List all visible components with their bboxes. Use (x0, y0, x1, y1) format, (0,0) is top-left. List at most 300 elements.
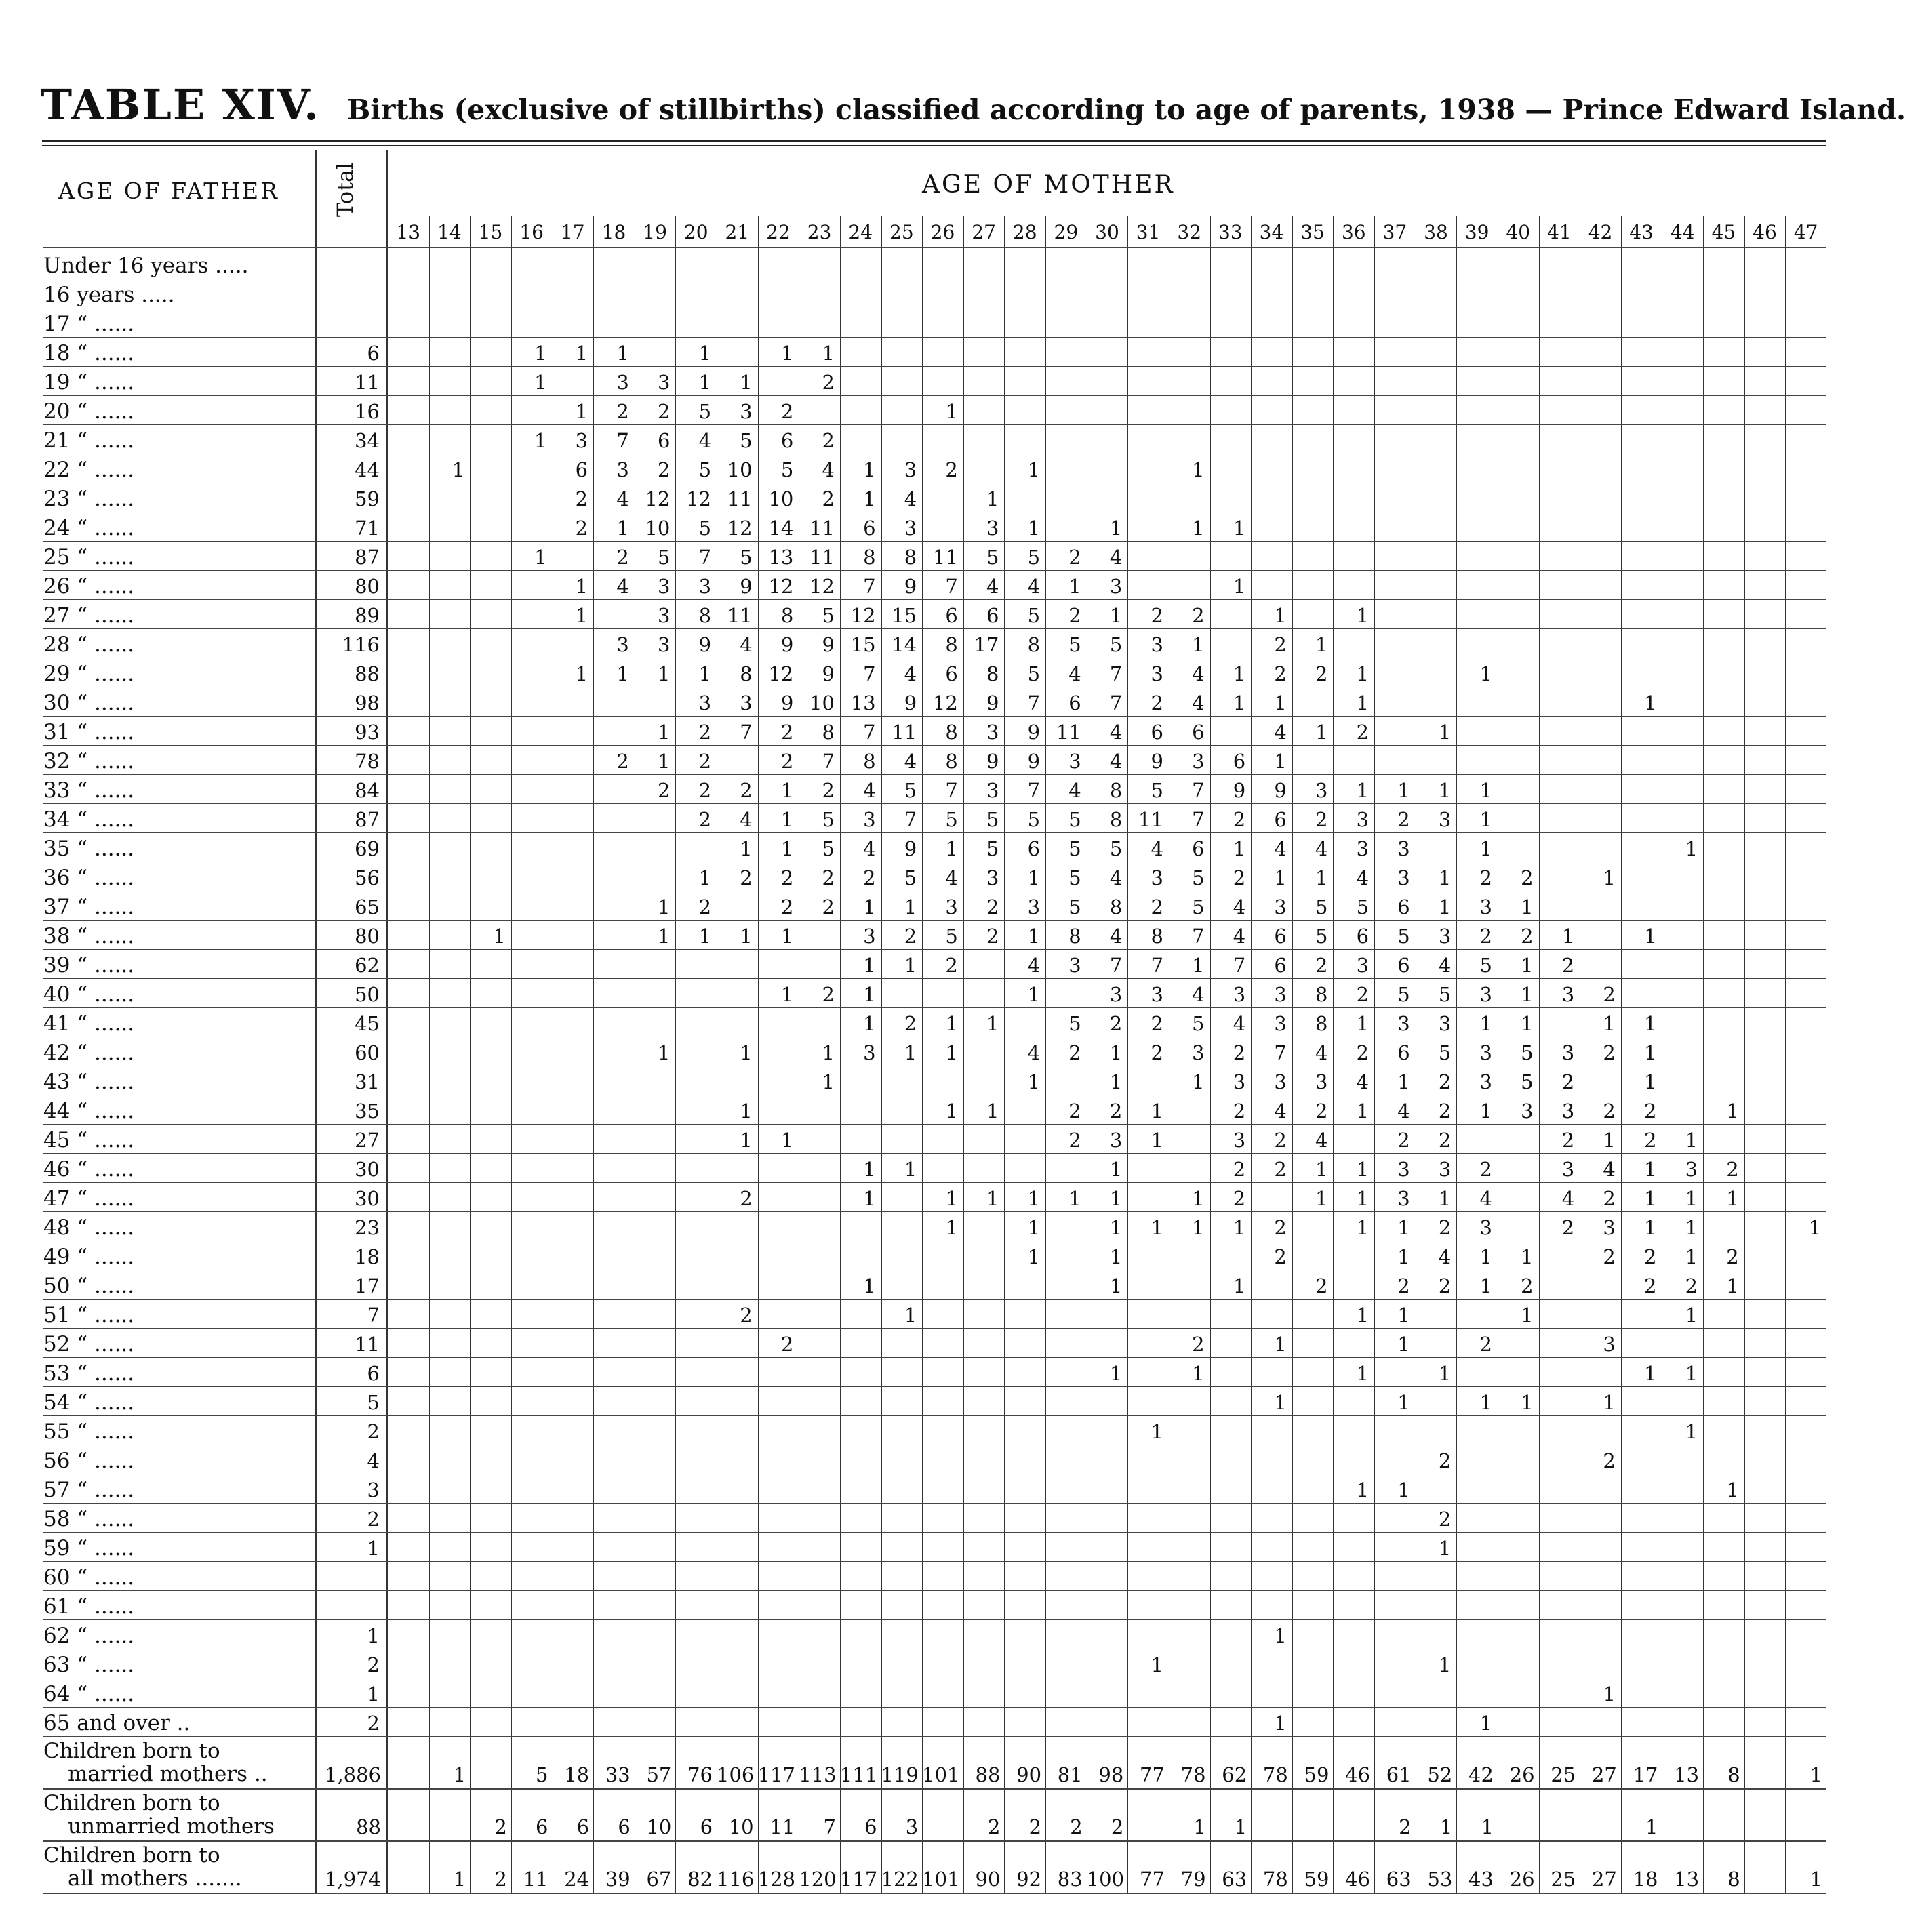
table-cell: 1 (1438, 1362, 1452, 1385)
father-age-label: 38 “ ...... (43, 924, 135, 948)
table-cell: 3 (1603, 1216, 1616, 1239)
table-cell: 8 (863, 546, 876, 569)
table-cell: 1 (534, 371, 547, 394)
father-age-label: 23 “ ...... (43, 487, 135, 511)
table-cell: 7 (1274, 1041, 1287, 1064)
table-cell: 1 (740, 1041, 753, 1064)
table-cell: 2 (740, 1187, 753, 1210)
table-cell: 1 (904, 1304, 917, 1327)
table-cell: 1 (1233, 691, 1246, 715)
table-cell: 5 (1356, 895, 1369, 919)
table-cell: 1 (863, 458, 876, 481)
father-age-label: 55 “ ...... (43, 1420, 135, 1444)
summary-cell: 53 (1427, 1868, 1453, 1891)
table-cell: 2 (822, 487, 835, 510)
table-cell: 1 (1356, 1478, 1369, 1502)
table-cell: 2 (698, 750, 712, 773)
table-cell: 9 (1027, 750, 1041, 773)
table-cell: 4 (822, 458, 835, 481)
table-cell: 1 (1603, 1012, 1616, 1035)
table-cell: 2 (1274, 1245, 1287, 1268)
mother-age-header: 47 (1793, 221, 1818, 243)
table-cell: 1 (1479, 1012, 1492, 1035)
table-cell: 3 (1356, 837, 1369, 860)
column-divider (511, 216, 512, 1893)
summary-cell: 101 (922, 1763, 960, 1786)
summary-cell: 82 (687, 1868, 713, 1891)
row-rule (43, 1007, 1826, 1008)
table-cell: 11 (809, 517, 835, 540)
row-total: 44 (355, 458, 380, 481)
table-cell: 1 (1274, 1624, 1287, 1647)
summary-cell: 1 (1439, 1815, 1453, 1838)
table-cell: 1 (1521, 1391, 1534, 1414)
table-cell: 1 (1192, 517, 1205, 540)
table-cell: 1 (1356, 604, 1369, 627)
row-total: 18 (355, 1245, 380, 1268)
table-cell: 1 (945, 1041, 958, 1064)
table-cell: 1 (1315, 721, 1328, 744)
mother-age-header: 46 (1753, 221, 1777, 243)
table-cell: 2 (1479, 866, 1492, 889)
father-age-label: 51 “ ...... (43, 1303, 135, 1327)
table-cell: 1 (1274, 604, 1287, 627)
table-cell: 7 (1151, 954, 1163, 977)
row-total: 34 (355, 429, 380, 452)
table-cell: 1 (1233, 662, 1246, 685)
table-cell: 1 (740, 1100, 753, 1123)
table-cell: 3 (616, 458, 629, 481)
summary-cell: 25 (1551, 1763, 1576, 1786)
table-cell: 2 (1315, 662, 1328, 685)
table-cell: 1 (575, 342, 588, 365)
father-age-label: 19 “ ...... (43, 370, 135, 395)
summary-cell: 63 (1222, 1868, 1247, 1891)
summary-cell: 61 (1386, 1763, 1412, 1786)
table-cell: 2 (1438, 1100, 1452, 1123)
row-total: 30 (355, 1158, 380, 1181)
summary-label-line2: all mothers ....... (68, 1866, 242, 1891)
table-cell: 8 (1109, 895, 1123, 919)
table-cell: 4 (1109, 546, 1123, 569)
table-cell: 12 (686, 487, 712, 510)
table-cell: 17 (974, 633, 999, 656)
mother-age-header: 36 (1341, 221, 1366, 243)
table-cell: 2 (1561, 1070, 1575, 1093)
row-total: 45 (355, 1012, 380, 1035)
table-cell: 6 (1068, 691, 1081, 715)
table-title (41, 80, 1906, 129)
table-cell: 2 (1274, 1216, 1287, 1239)
mother-age-header: 18 (601, 221, 626, 243)
table-cell: 3 (657, 371, 671, 394)
table-cell: 4 (904, 487, 917, 510)
table-cell: 3 (1438, 1158, 1452, 1181)
mother-age-header: 37 (1382, 221, 1407, 243)
summary-label-line1: Children born to (43, 1739, 220, 1763)
table-cell: 3 (657, 575, 671, 598)
summary-cell: 2 (987, 1815, 1001, 1838)
table-cell: 1 (863, 1012, 876, 1035)
table-cell: 8 (986, 662, 999, 685)
table-cell: 4 (1315, 1129, 1328, 1152)
summary-cell: 76 (687, 1763, 713, 1786)
table-cell: 4 (904, 662, 917, 685)
table-cell: 7 (863, 721, 876, 744)
row-total: 6 (367, 1362, 380, 1385)
table-cell: 1 (575, 604, 588, 627)
table-cell: 3 (1685, 1158, 1698, 1181)
table-cell: 2 (1151, 691, 1163, 715)
table-cell: 10 (768, 487, 794, 510)
table-cell: 5 (1397, 983, 1410, 1006)
mother-age-header: 35 (1300, 221, 1325, 243)
table-cell: 5 (904, 779, 917, 802)
table-cell: 1 (945, 1187, 958, 1210)
table-cell: 2 (1603, 1187, 1616, 1210)
table-cell: 1 (1685, 1216, 1698, 1239)
row-rule (43, 1707, 1826, 1708)
table-cell: 6 (1233, 750, 1246, 773)
summary-cell: 18 (564, 1763, 590, 1786)
summary-cell: 1 (1645, 1815, 1658, 1838)
row-rule (43, 774, 1826, 775)
table-cell: 1 (1151, 1420, 1163, 1443)
table-cell: 2 (1603, 1100, 1616, 1123)
table-cell: 12 (850, 604, 876, 627)
table-cell: 2 (1274, 633, 1287, 656)
table-cell: 9 (780, 633, 794, 656)
table-cell: 8 (904, 546, 917, 569)
table-cell: 2 (1233, 808, 1246, 831)
table-cell: 5 (1068, 633, 1081, 656)
summary-cell: 1 (453, 1868, 466, 1891)
table-cell: 4 (904, 750, 917, 773)
table-cell: 2 (1521, 866, 1534, 889)
table-cell: 6 (1397, 954, 1410, 977)
father-age-label: 27 “ ...... (43, 603, 135, 628)
table-cell: 2 (1438, 1070, 1452, 1093)
row-total: 62 (355, 954, 380, 977)
table-cell: 7 (1109, 954, 1123, 977)
father-age-label: 42 “ ...... (43, 1041, 135, 1065)
table-cell: 1 (1644, 925, 1657, 948)
table-cell: 1 (780, 1129, 794, 1152)
summary-cell: 25 (1551, 1868, 1576, 1891)
row-rule (43, 1532, 1826, 1533)
summary-cell: 1 (453, 1763, 466, 1786)
table-cell: 5 (1192, 1012, 1205, 1035)
table-cell: 3 (740, 400, 753, 423)
table-cell: 4 (1274, 837, 1287, 860)
table-cell: 4 (863, 779, 876, 802)
table-cell: 6 (863, 517, 876, 540)
summary-cell: 1 (1481, 1815, 1494, 1838)
table-cell: 2 (945, 458, 958, 481)
table-cell: 7 (822, 750, 835, 773)
table-cell: 5 (1027, 662, 1041, 685)
table-cell: 1 (657, 1041, 671, 1064)
summary-cell: 1 (1193, 1815, 1206, 1838)
table-cell: 3 (1315, 1070, 1328, 1093)
table-cell: 1 (822, 1041, 835, 1064)
father-age-label: 22 “ ...... (43, 458, 135, 482)
father-age-label: 49 “ ...... (43, 1245, 135, 1269)
table-cell: 13 (850, 691, 876, 715)
table-cell: 1 (1479, 1100, 1492, 1123)
table-cell: 3 (657, 633, 671, 656)
table-cell: 1 (1192, 1070, 1205, 1093)
father-age-label: 50 “ ...... (43, 1274, 135, 1298)
summary-cell: 1 (1809, 1868, 1822, 1891)
table-cell: 6 (1356, 925, 1369, 948)
table-cell: 1 (1521, 954, 1534, 977)
row-total: 93 (355, 721, 380, 744)
table-cell: 5 (1027, 808, 1041, 831)
table-cell: 1 (1109, 1216, 1123, 1239)
table-cell: 5 (986, 837, 999, 860)
table-cell: 1 (1479, 1245, 1492, 1268)
father-age-label: 28 “ ...... (43, 632, 135, 657)
table-cell: 3 (1109, 983, 1123, 1006)
mother-age-header: 41 (1547, 221, 1572, 243)
table-cell: 1 (1356, 1304, 1369, 1327)
row-total: 27 (355, 1129, 380, 1152)
table-cell: 2 (1603, 1449, 1616, 1472)
table-cell: 7 (1109, 662, 1123, 685)
summary-cell: 59 (1304, 1763, 1329, 1786)
summary-rule (43, 1788, 1826, 1790)
table-cell: 4 (1315, 1041, 1328, 1064)
table-cell: 1 (1397, 1245, 1410, 1268)
row-total: 2 (367, 1712, 380, 1735)
table-cell: 3 (1109, 575, 1123, 598)
summary-cell: 43 (1468, 1868, 1494, 1891)
father-age-label: 41 “ ...... (43, 1011, 135, 1036)
table-cell: 1 (863, 983, 876, 1006)
father-age-label: 62 “ ...... (43, 1624, 135, 1648)
column-divider (1744, 216, 1745, 1893)
table-cell: 2 (1068, 1129, 1081, 1152)
table-cell: 1 (1027, 925, 1041, 948)
table-cell: 1 (1397, 1070, 1410, 1093)
table-cell: 3 (698, 691, 712, 715)
column-divider (963, 216, 964, 1893)
table-cell: 5 (1109, 633, 1123, 656)
table-cell: 1 (1109, 1245, 1123, 1268)
table-cell: 1 (1685, 837, 1698, 860)
table-cell: 4 (740, 808, 753, 831)
table-cell: 1 (1521, 895, 1534, 919)
table-cell: 2 (657, 779, 671, 802)
table-cell: 2 (1274, 1158, 1287, 1181)
table-cell: 5 (986, 808, 999, 831)
table-cell: 3 (740, 691, 753, 715)
row-rule (43, 628, 1826, 629)
father-age-label: 29 “ ...... (43, 662, 135, 686)
table-cell: 3 (1151, 983, 1163, 1006)
table-cell: 7 (698, 546, 712, 569)
table-cell: 2 (1233, 1158, 1246, 1181)
table-cell: 15 (892, 604, 917, 627)
father-age-label: Under 16 years ..... (43, 254, 249, 278)
table-cell: 1 (1109, 1274, 1123, 1297)
table-cell: 1 (1397, 779, 1410, 802)
summary-cell: 67 (646, 1868, 672, 1891)
table-cell: 2 (1274, 1129, 1287, 1152)
table-cell: 1 (1356, 1012, 1369, 1035)
father-age-label: 39 “ ...... (43, 953, 135, 978)
summary-cell: 6 (864, 1815, 877, 1838)
table-cell: 1 (740, 1129, 753, 1152)
summary-cell: 39 (605, 1868, 631, 1891)
table-cell: 4 (1561, 1187, 1575, 1210)
father-age-label: 48 “ ...... (43, 1215, 135, 1240)
table-cell: 4 (1109, 750, 1123, 773)
father-age-label: 53 “ ...... (43, 1361, 135, 1386)
summary-cell: 88 (975, 1763, 1001, 1786)
table-cell: 4 (1397, 1100, 1410, 1123)
mother-age-header: 45 (1711, 221, 1736, 243)
table-cell: 8 (863, 750, 876, 773)
row-rule (43, 1124, 1826, 1125)
table-cell: 3 (1438, 808, 1452, 831)
row-rule (43, 337, 1826, 338)
table-cell: 4 (1438, 954, 1452, 977)
table-cell: 3 (1397, 1012, 1410, 1035)
table-cell: 3 (863, 1041, 876, 1064)
table-cell: 7 (1233, 954, 1246, 977)
table-cell: 1 (986, 1012, 999, 1035)
mother-age-header: 14 (437, 221, 462, 243)
table-cell: 5 (698, 517, 712, 540)
summary-cell: 90 (1016, 1763, 1042, 1786)
table-cell: 5 (945, 808, 958, 831)
table-cell: 2 (740, 866, 753, 889)
table-cell: 3 (986, 779, 999, 802)
table-description: Births (exclusive of stillbirths) classified according to age of parents, 1938 — Prince Edward Island. (346, 94, 1906, 126)
table-cell: 1 (1192, 1216, 1205, 1239)
father-age-label: 35 “ ...... (43, 837, 135, 861)
table-cell: 2 (657, 400, 671, 423)
row-rule (43, 1357, 1826, 1358)
table-cell: 3 (1192, 1041, 1205, 1064)
table-cell: 1 (1274, 691, 1287, 715)
table-cell: 9 (1027, 721, 1041, 744)
table-cell: 8 (740, 662, 753, 685)
table-cell: 3 (1356, 954, 1369, 977)
table-cell: 3 (616, 633, 629, 656)
table-cell: 1 (1726, 1274, 1739, 1297)
table-cell: 2 (863, 866, 876, 889)
table-cell: 5 (1192, 866, 1205, 889)
table-cell: 1 (575, 662, 588, 685)
table-cell: 1 (1644, 1158, 1657, 1181)
table-cell: 8 (1027, 633, 1041, 656)
table-cell: 1 (780, 837, 794, 860)
table-cell: 2 (1233, 1041, 1246, 1064)
table-cell: 3 (1068, 954, 1081, 977)
father-age-label: 37 “ ...... (43, 895, 135, 919)
table-cell: 1 (534, 546, 547, 569)
row-total: 2 (367, 1653, 380, 1676)
table-cell: 5 (1192, 895, 1205, 919)
summary-cell: 46 (1345, 1763, 1371, 1786)
table-cell: 7 (904, 808, 917, 831)
table-cell: 2 (1068, 1100, 1081, 1123)
total-header: Total (332, 162, 358, 217)
table-cell: 6 (657, 429, 671, 452)
father-age-label: 31 “ ...... (43, 720, 135, 744)
table-cell: 1 (1479, 1274, 1492, 1297)
table-cell: 7 (863, 662, 876, 685)
table-cell: 2 (904, 925, 917, 948)
table-cell: 6 (1192, 837, 1205, 860)
table-cell: 2 (698, 779, 712, 802)
row-total: 11 (355, 1333, 380, 1356)
table-cell: 7 (1027, 779, 1041, 802)
father-age-label: 45 “ ...... (43, 1128, 135, 1152)
row-total: 84 (355, 779, 380, 802)
table-cell: 1 (1808, 1216, 1821, 1239)
table-cell: 2 (1068, 546, 1081, 569)
mother-age-header: 26 (930, 221, 955, 243)
summary-cell: 113 (799, 1763, 837, 1786)
father-header: AGE OF FATHER (58, 178, 279, 204)
table-cell: 1 (1027, 1070, 1041, 1093)
summary-cell: 78 (1262, 1868, 1288, 1891)
father-age-label: 44 “ ...... (43, 1099, 135, 1123)
table-cell: 1 (1192, 954, 1205, 977)
table-cell: 1 (1233, 1216, 1246, 1239)
table-cell: 3 (1233, 1070, 1246, 1093)
table-cell: 2 (1603, 1041, 1616, 1064)
table-cell: 1 (945, 1216, 958, 1239)
row-total: 5 (367, 1391, 380, 1414)
father-age-label: 60 “ ...... (43, 1565, 135, 1590)
table-cell: 3 (1151, 633, 1163, 656)
father-age-label: 61 “ ...... (43, 1594, 135, 1619)
table-cell: 3 (1479, 1041, 1492, 1064)
table-cell: 2 (1315, 954, 1328, 977)
table-cell: 2 (698, 895, 712, 919)
table-cell: 9 (986, 750, 999, 773)
table-cell: 13 (768, 546, 794, 569)
table-cell: 4 (698, 429, 712, 452)
table-cell: 4 (1356, 866, 1369, 889)
table-cell: 1 (863, 487, 876, 510)
summary-cell: 26 (1509, 1763, 1535, 1786)
table-cell: 1 (1726, 1478, 1739, 1502)
row-rule (43, 716, 1826, 717)
summary-rule (43, 1840, 1826, 1842)
row-rule (43, 599, 1826, 600)
table-cell: 1 (698, 662, 712, 685)
table-cell: 2 (1151, 895, 1163, 919)
table-cell: 1 (1356, 1362, 1369, 1385)
summary-cell: 27 (1591, 1763, 1617, 1786)
summary-cell: 10 (728, 1815, 754, 1838)
mother-age-header: 28 (1012, 221, 1037, 243)
table-cell: 1 (1109, 1041, 1123, 1064)
table-cell: 2 (1151, 1012, 1163, 1035)
table-cell: 7 (863, 575, 876, 598)
father-age-label: 54 “ ...... (43, 1390, 135, 1415)
table-cell: 2 (1068, 1041, 1081, 1064)
table-cell: 2 (575, 487, 588, 510)
row-rule (43, 541, 1826, 542)
column-header-rule (43, 247, 1826, 248)
